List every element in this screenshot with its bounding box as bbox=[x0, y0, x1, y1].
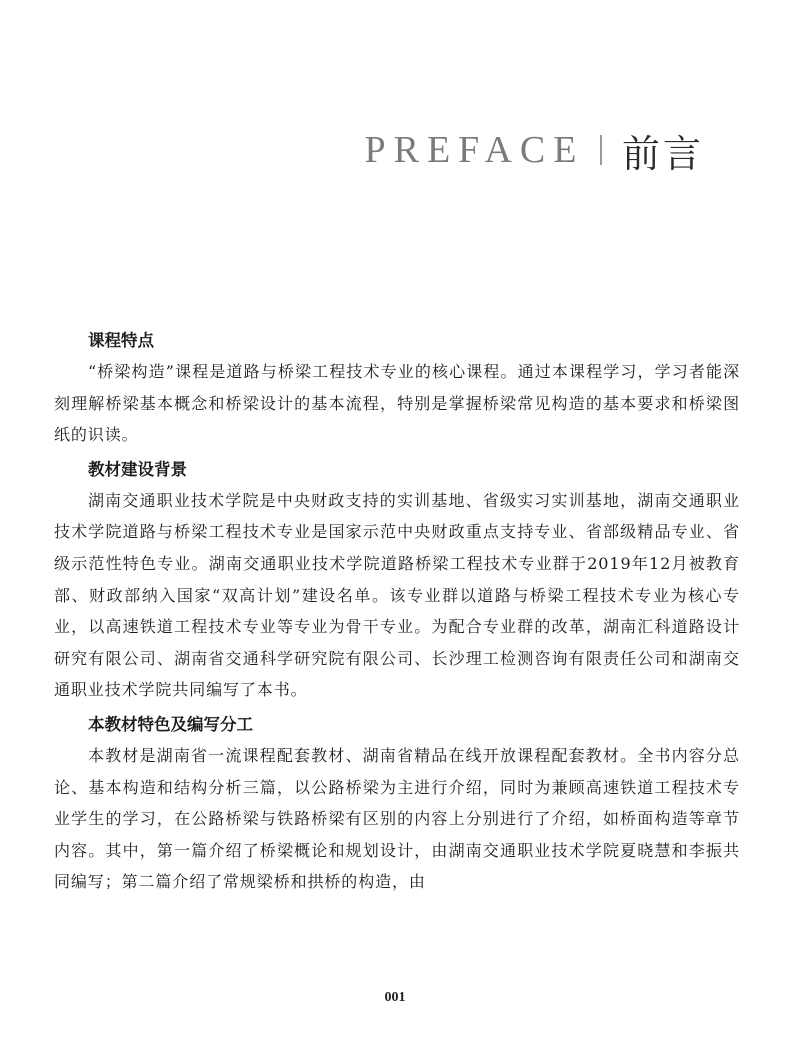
preface-body bbox=[54, 326, 740, 902]
preface-header bbox=[364, 122, 704, 178]
paragraph: 本教材是湖南省一流课程配套教材、湖南省精品在线开放课程配套教材。全书内容分总论、基本构造和结构分析三篇，以公路桥梁为主进行介绍，同时为兼顾高速铁道工程技术专业学生的学习，在公路桥梁与铁路桥梁有区别的内容上分别进行了介绍，如桥面构造等章节内容。其中，第一篇介绍了桥梁概论和规划设计，由湖南交通职业技术学院夏晓慧和李振共同编写；第二篇介绍了常规梁桥和拱桥的构造，由 bbox=[54, 745, 740, 892]
header-english-title: PREFACE bbox=[364, 129, 585, 171]
section-textbook-features bbox=[54, 710, 740, 898]
page-number: 001 bbox=[384, 990, 406, 1005]
section-title: 课程特点 bbox=[88, 331, 154, 350]
section-title: 本教材特色及编写分工 bbox=[88, 714, 253, 734]
header-chinese-title: 前言 bbox=[621, 131, 704, 176]
section-title: 教材建设背景 bbox=[88, 459, 187, 479]
header-divider bbox=[600, 135, 602, 165]
paragraph: 湖南交通职业技术学院是中央财政支持的实训基地、省级实习实训基地，湖南交通职业技术学院道路与桥梁工程技术专业是国家示范中央财政重点支持专业、省部级精品专业、省级示范性特色专业。湖南交通职业技术学院道路桥梁工程技术专业群于2019年12月被教育部、财政部纳入国家“双高计划”建设名单。该专业群以道路与桥梁工程技术专业为核心专业，以高速铁道工程技术专业等专业为骨干专业。为配合专业群的改革，湖南汇科道路设计研究有限公司、湖南省交通科学研究院有限公司、长沙理工检测咨询有限责任公司和湖南交通职业技术学院共同编写了本书。 bbox=[54, 490, 740, 700]
section-course-features bbox=[54, 326, 740, 451]
section-textbook-background bbox=[54, 455, 740, 706]
paragraph: “桥梁构造”课程是道路与桥梁工程技术专业的核心课程。通过本课程学习，学习者能深刻理解桥梁基本概念和桥梁设计的基本流程，特别是掌握桥梁常见构造的基本要求和桥梁图纸的识读。 bbox=[54, 362, 740, 445]
